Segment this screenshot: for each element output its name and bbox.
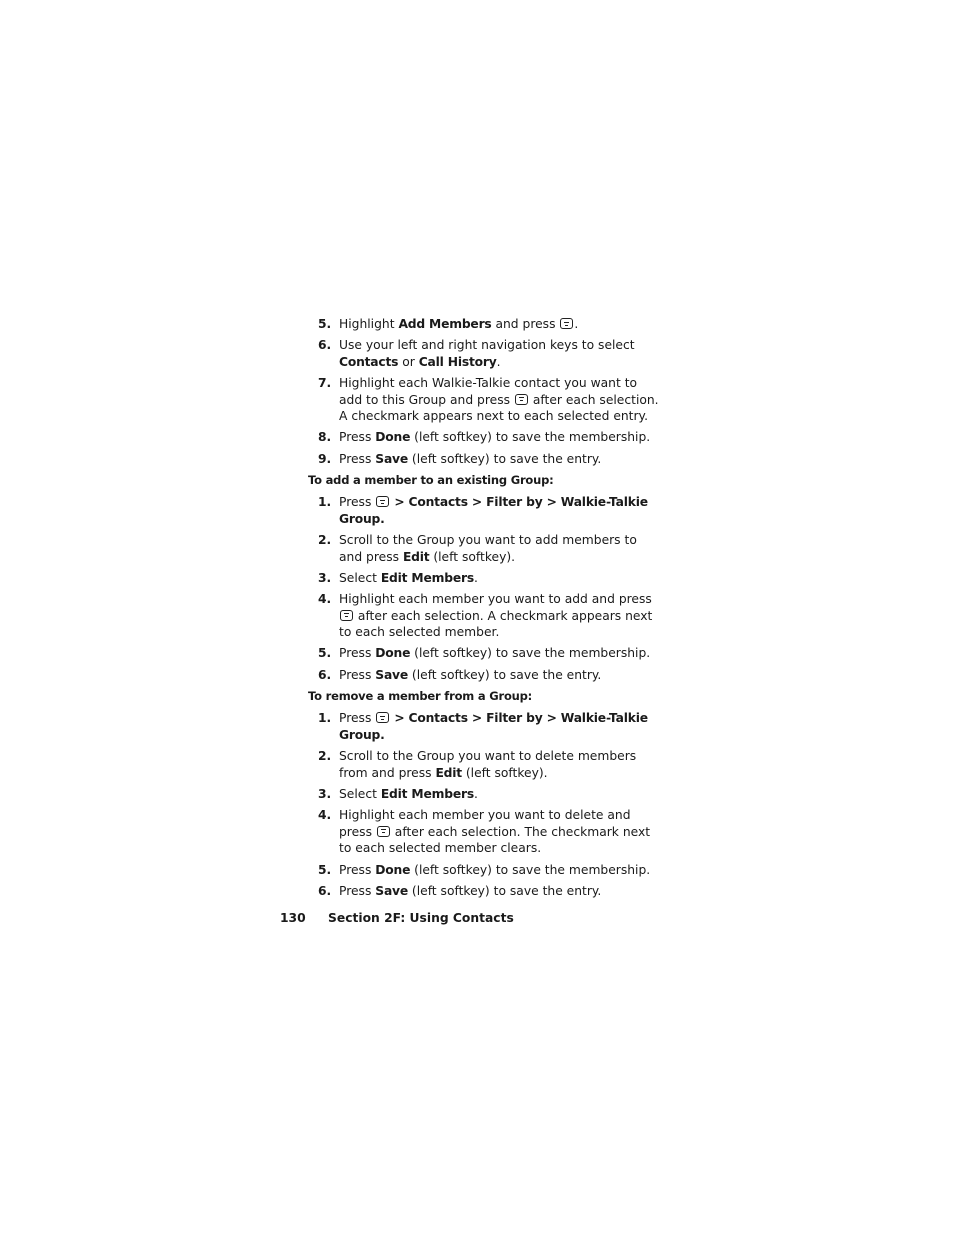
bold-term: Edit (402, 549, 430, 564)
list-item (308, 570, 660, 587)
step-number: 1. (318, 495, 332, 510)
step-text: Scroll to the Group you want to delete members from and press (339, 749, 637, 780)
step-number: 6. (318, 883, 332, 898)
step-number: 2. (318, 749, 332, 764)
step-text: Highlight each member you want to add and press (339, 592, 652, 607)
bold-term: Edit Members (380, 786, 474, 801)
step-text: . (496, 354, 501, 369)
step-text: Press (339, 451, 376, 466)
step-text: Press (339, 495, 376, 510)
bold-term: Done (375, 646, 411, 661)
step-text: (left softkey) to save the membership. (410, 646, 651, 661)
list-item (308, 786, 660, 803)
step-number: 8. (318, 430, 332, 445)
bold-term: Call History (418, 354, 497, 369)
step-text: Highlight (339, 317, 399, 331)
steps-list-new-group (308, 316, 660, 467)
step-number: 9. (318, 451, 332, 466)
step-number: 3. (318, 570, 332, 585)
step-text: Highlight each Walkie-Talkie contact you want to add to this Group and press (339, 375, 638, 407)
menu-ok-key-icon (376, 496, 389, 507)
step-text: Press (339, 711, 376, 726)
step-text: (left softkey) to save the entry. (408, 667, 602, 682)
step-text: (left softkey) to save the entry. (408, 451, 602, 466)
bold-term: > Contacts > Filter by > Walkie-Talkie Group. (339, 495, 648, 526)
list-item (308, 337, 660, 370)
step-text: . (574, 317, 579, 331)
bold-term: Add Members (398, 317, 492, 331)
step-text: Press (339, 667, 376, 682)
list-item (308, 591, 660, 641)
list-item (308, 862, 660, 879)
section-title: Section 2F: Using Contacts (328, 911, 514, 925)
bold-term: Edit Members (380, 570, 474, 585)
bold-term: Save (375, 667, 408, 682)
list-item (308, 429, 660, 446)
step-number: 4. (318, 592, 332, 607)
step-number: 5. (318, 317, 332, 331)
bold-term: Done (375, 430, 411, 445)
step-text: (left softkey). (429, 549, 516, 564)
step-number: 7. (318, 375, 332, 390)
step-text: Press (339, 883, 376, 898)
list-item (308, 807, 660, 857)
list-item (308, 667, 660, 684)
heading-add-member: To add a member to an existing Group: (308, 472, 554, 487)
step-number: 4. (318, 808, 332, 823)
menu-ok-key-icon (560, 318, 573, 329)
menu-ok-key-icon (376, 712, 389, 723)
page-footer (280, 911, 514, 925)
bold-term: Done (375, 862, 411, 877)
step-text: Select (339, 786, 381, 801)
bold-term: Contacts (339, 354, 399, 369)
step-text: after each selection. A checkmark appears next to each selected member. (339, 608, 653, 640)
step-text: (left softkey) to save the membership. (410, 862, 651, 877)
steps-list-add-member (308, 494, 660, 683)
list-item (308, 494, 660, 527)
step-text: (left softkey). (461, 765, 548, 780)
menu-ok-key-icon (515, 394, 528, 405)
step-text: Use your left and right navigation keys to select (339, 338, 635, 353)
step-text: or (398, 354, 419, 369)
step-text: Highlight each member you want to delete and press (339, 808, 631, 839)
bold-term: Save (375, 451, 408, 466)
step-text: . (473, 786, 478, 801)
step-text: after each selection. A checkmark appears next to each selected entry. (339, 392, 659, 424)
step-text: Scroll to the Group you want to add members to and press (339, 533, 637, 564)
step-text: . (473, 570, 478, 585)
step-number: 1. (318, 711, 332, 726)
step-text: Press (339, 646, 376, 661)
list-item (308, 883, 660, 900)
step-text: (left softkey) to save the membership. (410, 430, 651, 445)
list-item (308, 316, 660, 333)
list-item (308, 645, 660, 662)
step-text: Select (339, 570, 381, 585)
list-item (308, 375, 660, 425)
step-text: (left softkey) to save the entry. (408, 883, 602, 898)
bold-term: > Contacts > Filter by > Walkie-Talkie Group. (339, 711, 648, 742)
step-number: 6. (318, 667, 332, 682)
steps-list-remove-member (308, 710, 660, 899)
list-item (308, 748, 660, 781)
list-item (308, 451, 660, 468)
bold-term: Save (375, 883, 408, 898)
list-item (308, 532, 660, 565)
heading-remove-member: To remove a member from a Group: (308, 688, 533, 703)
step-text: Press (339, 430, 376, 445)
page-number: 130 (280, 911, 306, 925)
menu-ok-key-icon (377, 826, 390, 837)
step-text: and press (491, 317, 560, 331)
step-text: after each selection. The checkmark next to each selected member clears. (339, 824, 651, 856)
step-number: 6. (318, 338, 332, 353)
step-text: Press (339, 862, 376, 877)
bold-term: Edit (435, 765, 462, 780)
step-number: 5. (318, 862, 332, 877)
step-number: 3. (318, 786, 332, 801)
list-item (308, 710, 660, 743)
step-number: 5. (318, 646, 332, 661)
page-content (308, 316, 660, 904)
step-number: 2. (318, 533, 332, 548)
menu-ok-key-icon (340, 610, 353, 621)
